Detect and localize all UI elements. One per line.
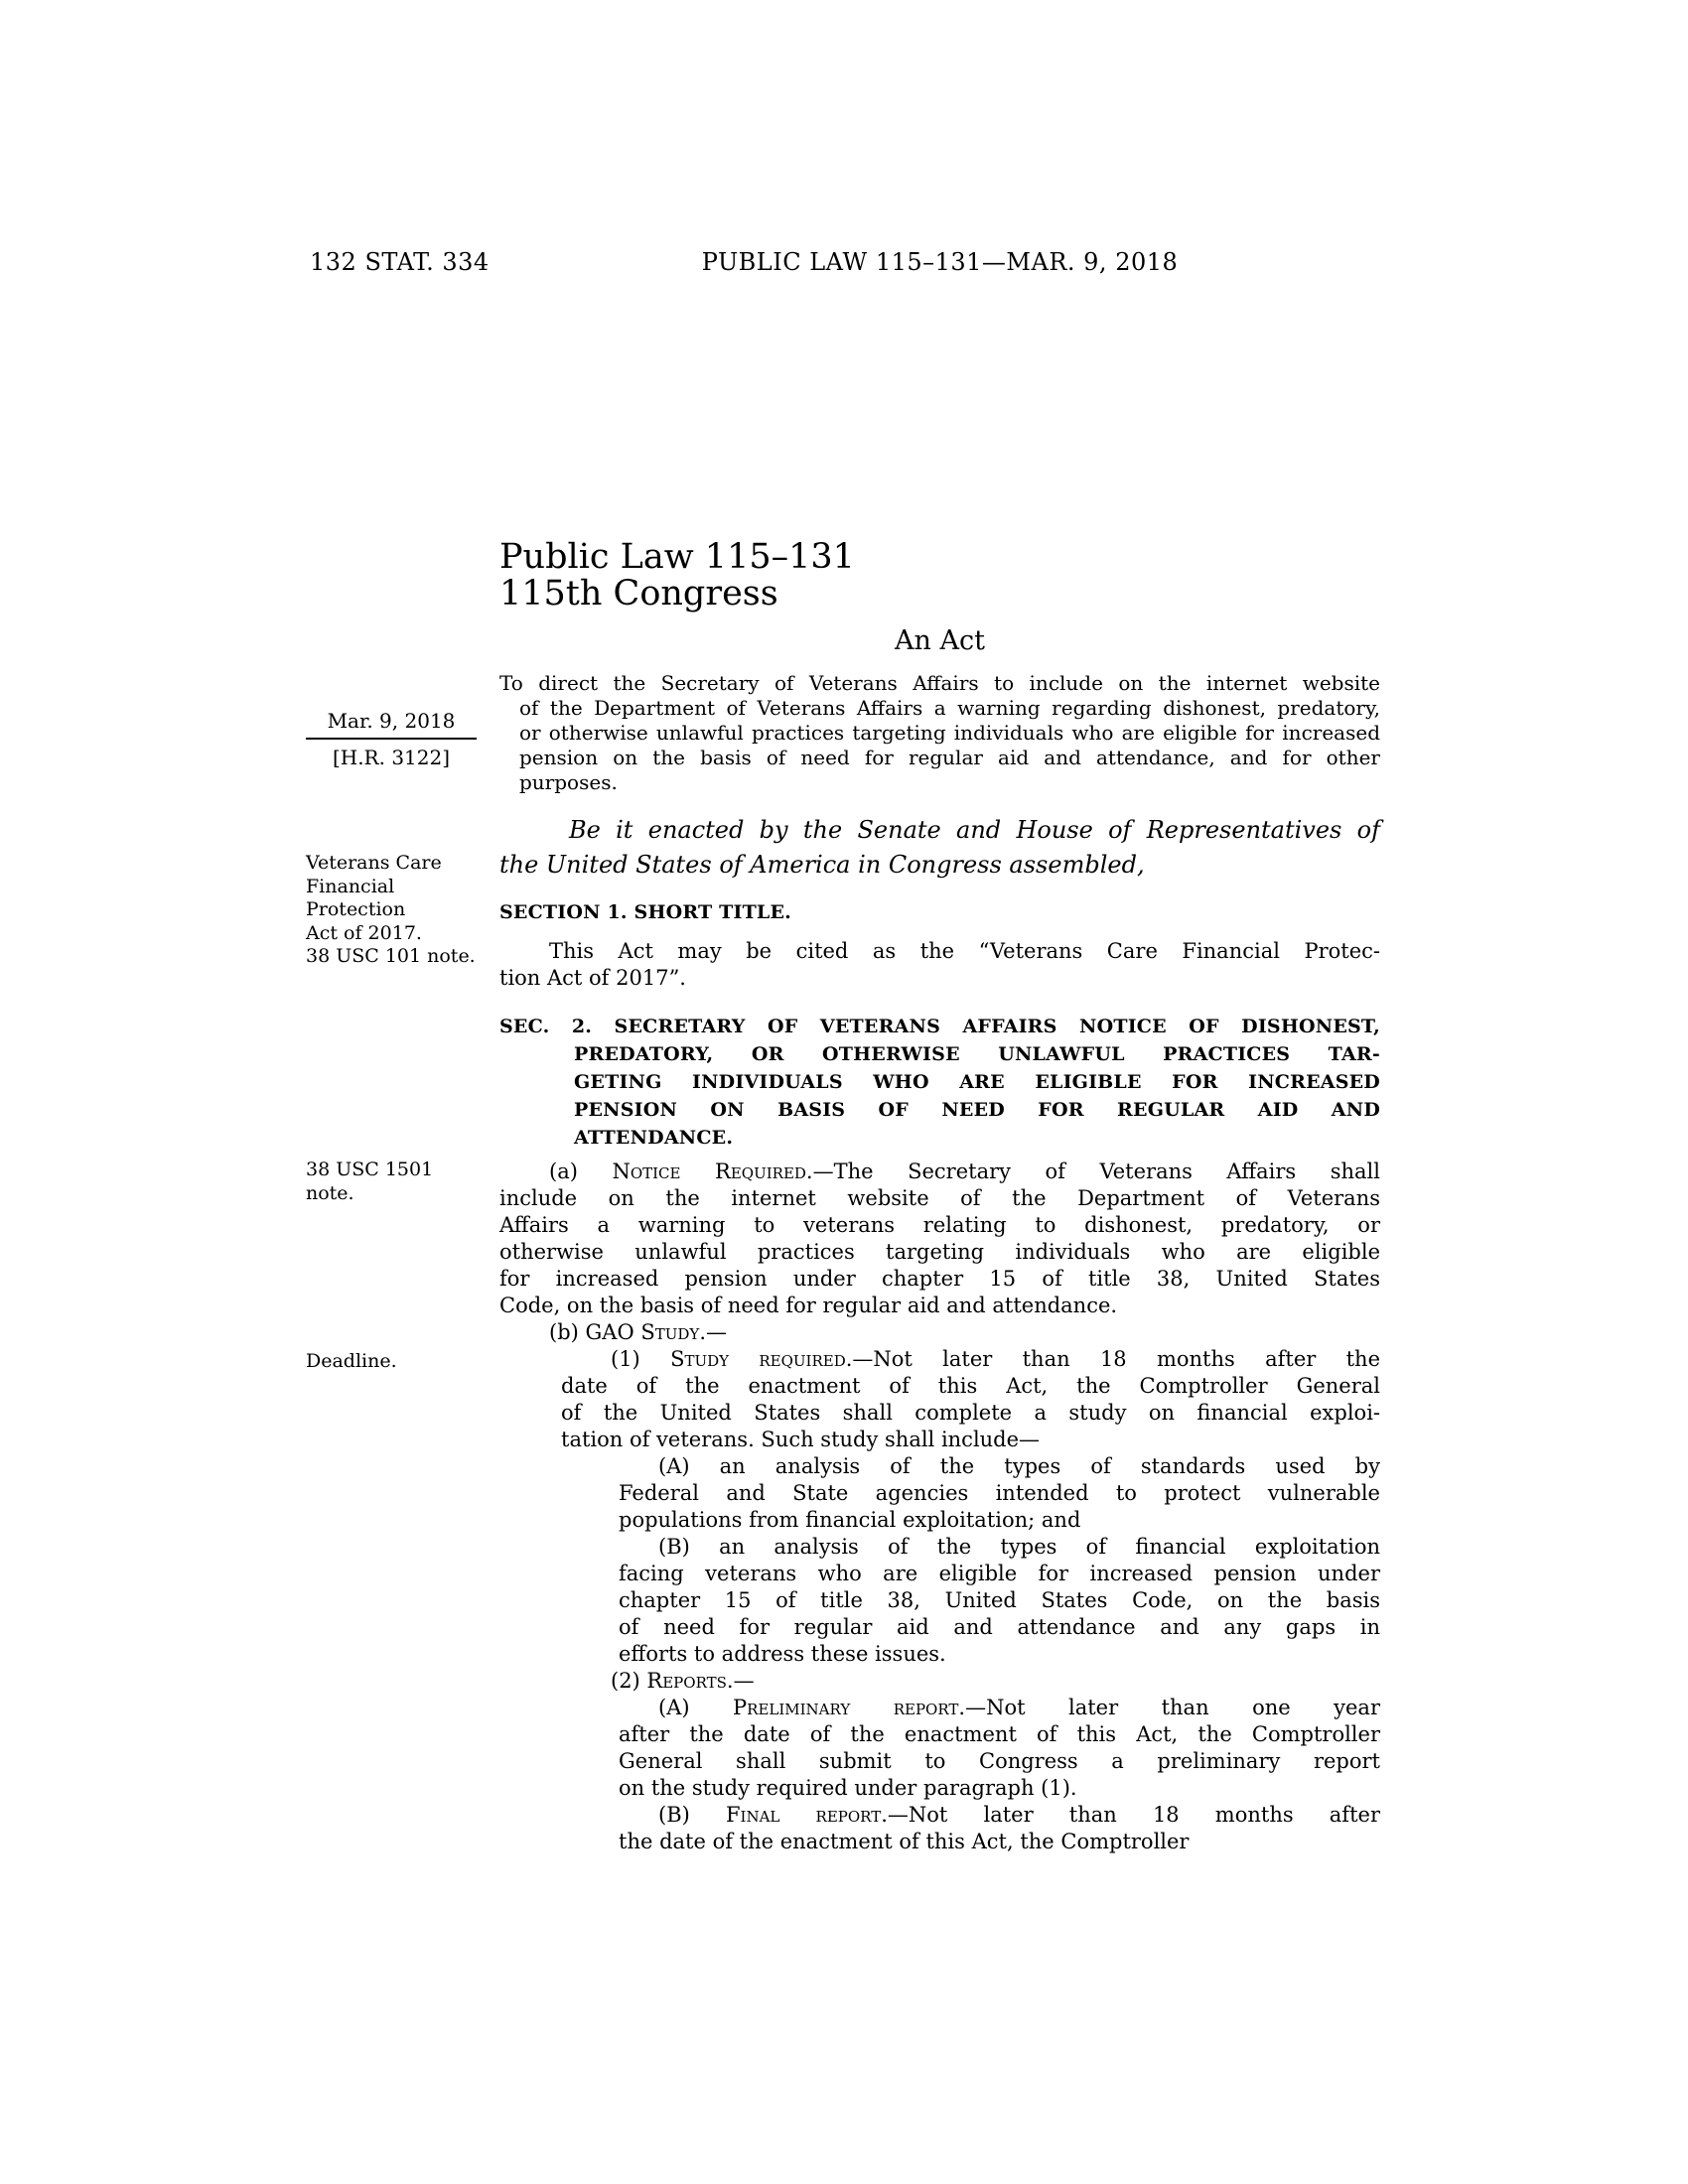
statute-text: chapter 15 of title 38, United States Code, on the basis xyxy=(619,1588,1380,1612)
statute-text: Code, on the basis of need for regular aid and attendance. xyxy=(499,1294,1118,1317)
small-caps-heading-text: Study required xyxy=(670,1347,846,1371)
small-caps-heading-text: Reports xyxy=(646,1669,727,1693)
statute-text: (b) xyxy=(549,1320,586,1344)
statute-text: on the study required under paragraph (1). xyxy=(619,1776,1077,1800)
statute-text: (2) xyxy=(611,1669,647,1693)
subparagraph-a-preliminary-report-line xyxy=(619,1695,1380,1721)
subsection-a-line xyxy=(499,1159,1380,1185)
statute-text: of the Department of Veterans Affairs a warning regarding dishonest, predatory, xyxy=(519,696,1380,720)
subsection-a-line xyxy=(499,1293,1380,1319)
statute-text: GETING INDIVIDUALS WHO ARE ELIGIBLE FOR INCREASED xyxy=(574,1071,1380,1093)
statute-text: (B) xyxy=(658,1803,726,1827)
statute-text: populations from financial exploitation; and xyxy=(619,1508,1081,1532)
statute-text: (a) xyxy=(549,1160,613,1183)
short-title-paragraph-line xyxy=(499,938,1380,965)
sec-2-heading-line xyxy=(574,1068,1380,1096)
statute-text: PREDATORY, OR OTHERWISE UNLAWFUL PRACTICES TAR- xyxy=(574,1043,1380,1065)
sec-2-heading-line xyxy=(574,1096,1380,1124)
statute-text: Affairs a warning to veterans relating to dishonest, predatory, or xyxy=(499,1213,1380,1237)
statute-text: .—Not later than 18 months after xyxy=(881,1803,1380,1827)
subparagraph-b-exploitation-line xyxy=(619,1587,1380,1614)
small-caps-heading-text: Notice Required xyxy=(612,1160,806,1183)
paragraph-2-reports xyxy=(499,1668,1380,1695)
subparagraph-b-exploitation-line xyxy=(619,1561,1380,1587)
statute-text: PENSION ON BASIS OF NEED FOR REGULAR AID AND xyxy=(574,1099,1380,1121)
paragraph-1-study-required-line xyxy=(561,1400,1380,1427)
statute-text: SECTION 1. SHORT TITLE. xyxy=(499,901,791,923)
congress-title: 115th Congress xyxy=(499,574,778,614)
statute-text: pension on the basis of need for regular aid and attendance, and for other xyxy=(519,746,1380,769)
paragraph-2-reports-line xyxy=(561,1668,1380,1695)
subsection-a-line xyxy=(499,1266,1380,1293)
paragraph-1-study-required-line xyxy=(561,1346,1380,1373)
margin-note-deadline xyxy=(306,1350,481,1374)
subparagraph-a-standards-line xyxy=(619,1453,1380,1480)
sec-2-heading xyxy=(499,1013,1380,1152)
preamble-line xyxy=(519,721,1380,746)
margin-note-line: Veterans Care xyxy=(306,852,442,874)
enacting-clause-line xyxy=(499,848,1380,883)
preamble-line xyxy=(519,696,1380,721)
stat-page-number: 132 STAT. 334 xyxy=(310,248,490,276)
subparagraph-b-final-report xyxy=(499,1802,1380,1855)
statute-text: SEC. 2. SECRETARY OF VETERANS AFFAIRS NOTICE OF DISHONEST, xyxy=(499,1016,1380,1037)
body-column xyxy=(499,539,1380,1855)
margin-note-line: Act of 2017. xyxy=(306,921,422,944)
statute-text: of need for regular aid and attendance and any gaps in xyxy=(619,1615,1380,1639)
subparagraph-b-exploitation-line xyxy=(619,1641,1380,1668)
statute-text: This Act may be cited as the “Veterans Care Financial Protec- xyxy=(549,939,1380,963)
statute-text: (A) an analysis of the types of standards used by xyxy=(658,1454,1380,1478)
sec-2-heading-line xyxy=(574,1040,1380,1068)
bill-number: [H.R. 3122] xyxy=(332,746,451,769)
statute-text: .—The Secretary of Veterans Affairs shall xyxy=(805,1160,1380,1183)
statute-text: date of the enactment of this Act, the Comptroller General xyxy=(561,1374,1380,1398)
citation-margin-note xyxy=(306,709,477,769)
statute-text: (A) xyxy=(658,1696,734,1719)
margin-note-act-title xyxy=(306,852,481,969)
subparagraph-b-final-report-line xyxy=(619,1829,1380,1855)
short-title-paragraph xyxy=(499,938,1380,992)
subparagraph-a-standards-line xyxy=(619,1480,1380,1507)
statute-text: ATTENDANCE. xyxy=(574,1127,734,1149)
paragraph-1-study-required-line xyxy=(561,1427,1380,1453)
statute-text: (1) xyxy=(611,1347,671,1371)
subparagraph-b-exploitation xyxy=(499,1534,1380,1668)
small-caps-heading-text: Final report xyxy=(725,1803,882,1827)
subparagraph-b-exploitation-line xyxy=(619,1614,1380,1641)
an-act-heading: An Act xyxy=(895,625,985,656)
margin-note-line: Financial xyxy=(306,875,395,897)
margin-note-line: 38 USC 101 note. xyxy=(306,945,476,967)
statute-text: tion Act of 2017”. xyxy=(499,966,686,990)
margin-note-line: Deadline. xyxy=(306,1350,397,1372)
law-number-title: Public Law 115–131 xyxy=(499,537,855,577)
subparagraph-b-exploitation-line xyxy=(619,1534,1380,1561)
statute-text: include on the internet website of the Department of Veterans xyxy=(499,1186,1380,1210)
statute-text: .— xyxy=(726,1669,755,1693)
statute-text: for increased pension under chapter 15 of title 38, United States xyxy=(499,1267,1380,1291)
statute-text: of the United States shall complete a study on financial exploi- xyxy=(561,1401,1380,1425)
statute-text: the United States of America in Congress assembled, xyxy=(499,851,1145,879)
statute-text: .— xyxy=(699,1320,727,1344)
statute-text: To direct the Secretary of Veterans Affairs to include on the internet website xyxy=(499,671,1380,695)
margin-note-line: Protection xyxy=(306,898,406,920)
subsection-a-line xyxy=(499,1185,1380,1212)
paragraph-1-study-required-line xyxy=(561,1373,1380,1400)
statute-text: .—Not later than one year xyxy=(958,1696,1380,1719)
statute-text: Be it enacted by the Senate and House of Representatives of xyxy=(569,816,1380,844)
margin-note-line: 38 USC 1501 xyxy=(306,1159,434,1180)
small-caps-heading-text: GAO Study xyxy=(585,1320,700,1344)
paragraph-1-study-required xyxy=(499,1346,1380,1453)
sec-2-heading-line xyxy=(574,1124,1380,1152)
subparagraph-b-final-report-line xyxy=(619,1802,1380,1829)
subparagraph-a-standards xyxy=(499,1453,1380,1534)
enacting-clause-line xyxy=(499,813,1380,848)
statute-text: or otherwise unlawful practices targeting individuals who are eligible for increased xyxy=(519,721,1380,745)
subsection-a-line xyxy=(499,1212,1380,1239)
preamble xyxy=(499,671,1380,795)
section-1-heading xyxy=(499,898,1380,926)
statute-text: facing veterans who are eligible for increased pension under xyxy=(619,1562,1380,1585)
subsection-a xyxy=(499,1159,1380,1319)
statute-body xyxy=(499,671,1380,1855)
statute-text: efforts to address these issues. xyxy=(619,1642,946,1666)
statute-text: Federal and State agencies intended to protect vulnerable xyxy=(619,1481,1380,1505)
subparagraph-a-preliminary-report-line xyxy=(619,1748,1380,1775)
subsection-b-line xyxy=(499,1319,1380,1346)
enactment-date: Mar. 9, 2018 xyxy=(306,709,477,740)
enacting-clause xyxy=(499,813,1380,883)
running-head-law-line: PUBLIC LAW 115–131—MAR. 9, 2018 xyxy=(701,248,1179,276)
sec-2-heading-line xyxy=(499,1013,1380,1040)
statute-text: tation of veterans. Such study shall include— xyxy=(561,1428,1041,1451)
margin-note-line: note. xyxy=(306,1181,354,1204)
statute-text: .—Not later than 18 months after the xyxy=(845,1347,1381,1371)
preamble-line xyxy=(499,671,1380,696)
preamble-line xyxy=(519,770,1380,795)
statute-text: otherwise unlawful practices targeting individuals who are eligible xyxy=(499,1240,1380,1264)
subsection-a-line xyxy=(499,1239,1380,1266)
small-caps-heading-text: Preliminary report xyxy=(733,1696,959,1719)
statute-text: purposes. xyxy=(519,770,618,794)
subsection-b xyxy=(499,1319,1380,1346)
margin-note-38-usc-1501 xyxy=(306,1159,481,1205)
subparagraph-a-preliminary-report-line xyxy=(619,1721,1380,1748)
statute-text: after the date of the enactment of this Act, the Comptroller xyxy=(619,1722,1380,1746)
subparagraph-a-preliminary-report xyxy=(499,1695,1380,1802)
section-1-heading-line xyxy=(499,898,1380,926)
statute-text: General shall submit to Congress a preliminary report xyxy=(619,1749,1380,1773)
statute-text: the date of the enactment of this Act, the Comptroller xyxy=(619,1830,1190,1853)
subparagraph-a-preliminary-report-line xyxy=(619,1775,1380,1802)
subparagraph-a-standards-line xyxy=(619,1507,1380,1534)
statute-text: (B) an analysis of the types of financial exploitation xyxy=(658,1535,1380,1559)
short-title-paragraph-line xyxy=(499,965,1380,992)
preamble-line xyxy=(519,746,1380,770)
